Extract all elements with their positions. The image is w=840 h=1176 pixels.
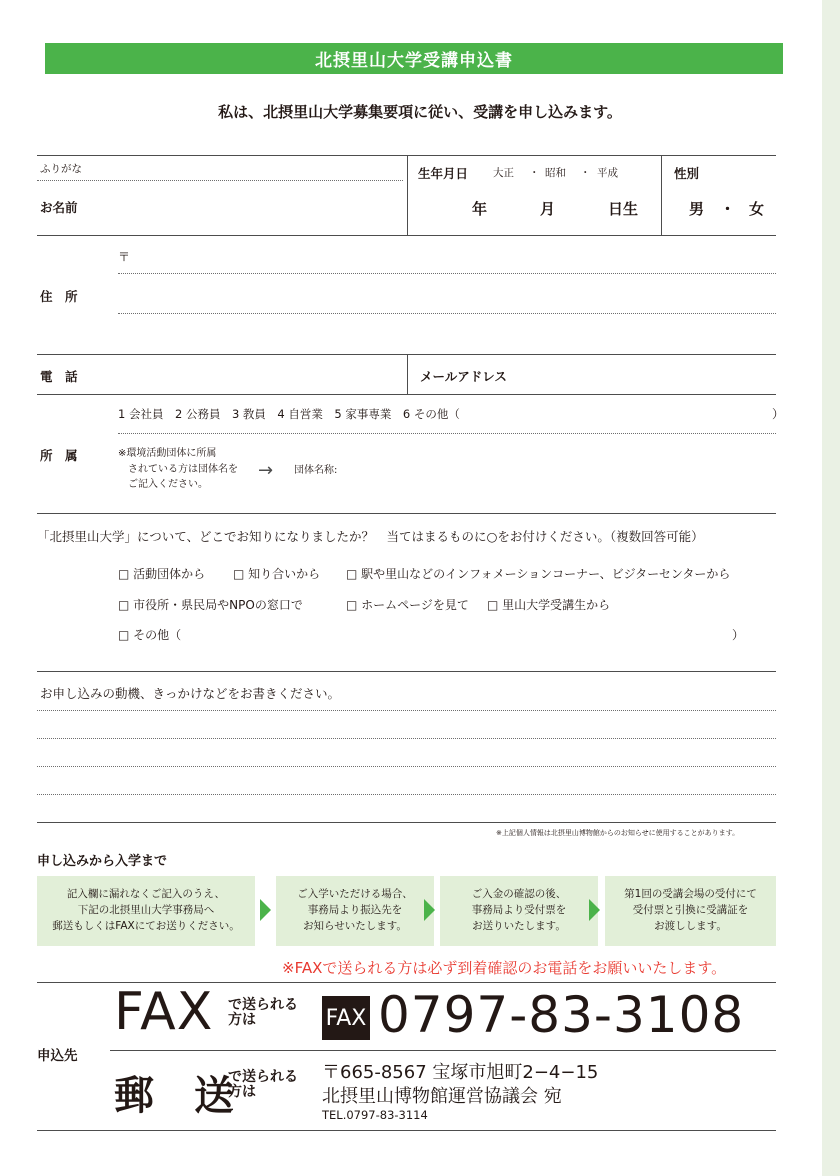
contact-tel[interactable]: TEL.0797-83-3114 (322, 1108, 428, 1122)
postal-code-input[interactable] (136, 244, 776, 270)
postal-mark: 〒 (118, 250, 131, 264)
postal-address: 〒665-8567 宝塚市旭町2−4−15 (322, 1062, 599, 1083)
survey-question: 「北摂里山大学」について、どこでお知りになりましたか？ 当てはまるものに○をお付けください。（複数回答可能） (37, 529, 704, 544)
checkbox-icon: □ (118, 598, 130, 612)
group-name-label: 団体名称: (294, 465, 338, 476)
survey-other-close: ） (732, 628, 745, 642)
checkbox-icon: □ (118, 567, 130, 581)
flow-step-4: 第1回の受講会場の受付にて 受付票と引換に受講証を お渡しします。 (605, 876, 776, 946)
flow-step-2: ご入学いただける場合、 事務局より振込先を お知らせいたします。 (276, 876, 434, 946)
fax-icon: FAX (322, 996, 370, 1040)
flow-step-3: ご入金の確認の後、 事務局より受付票を お送りいたします。 (440, 876, 598, 946)
survey-option-city-office[interactable] (118, 596, 303, 613)
option-label: 知り合いから (248, 567, 321, 581)
month-unit: 月 (540, 200, 556, 218)
phone-row-border (37, 394, 776, 395)
address-input[interactable] (118, 278, 776, 348)
flow-arrow-icon (424, 899, 435, 921)
day-unit: 日生 (608, 200, 639, 218)
submission-mid-border (110, 1050, 776, 1051)
affiliation-row-border (37, 513, 776, 514)
year-unit: 年 (472, 200, 488, 218)
era-separator: ・ (529, 167, 540, 179)
gender-female[interactable]: 女 (749, 200, 765, 218)
affiliation-options[interactable]: 1 会社員 2 公務員 3 教員 4 自営業 5 家事専業 6 その他（ (118, 407, 460, 421)
email-input[interactable] (530, 358, 776, 390)
phone-email-divider (407, 354, 408, 394)
affiliation-close: ） (772, 407, 785, 421)
postal-sent-by: で送られる 方は (228, 1069, 298, 1100)
env-note-line: ご記入ください。 (118, 479, 208, 490)
right-arrow-icon: → (258, 460, 274, 481)
fax-notice: ※FAXで送られる方は必ず到着確認のお電話をお願いいたします。 (282, 959, 727, 977)
checkbox-icon: □ (346, 567, 358, 581)
survey-option-info-corner[interactable] (346, 565, 730, 582)
affiliation-divider (118, 433, 776, 434)
env-group-note (118, 446, 238, 493)
option-label: 活動団体から (133, 567, 206, 581)
intro-statement: 私は、北摂里山大学募集要項に従い、受講を申し込みます。 (218, 103, 622, 121)
survey-option-student[interactable] (487, 596, 610, 613)
motivation-bottom-border (37, 822, 776, 823)
name-row-border (37, 235, 776, 236)
era-separator: ・ (580, 167, 591, 179)
furigana-input[interactable] (118, 160, 400, 178)
fax-number[interactable]: 0797-83-3108 (378, 986, 745, 1044)
survey-option-homepage[interactable] (346, 596, 469, 613)
postal-recipient: 北摂里山博物館運営協議会 宛 (322, 1086, 562, 1107)
checkbox-icon: □ (346, 598, 358, 612)
furigana-divider (37, 180, 403, 181)
group-name-input[interactable] (348, 458, 776, 484)
option-label: 駅や里山などのインフォメーションコーナー、ビジターセンターから (361, 567, 731, 581)
postal-heading: 郵 送 (114, 1073, 234, 1119)
gender-separator: ・ (720, 200, 736, 218)
flow-arrow-icon (589, 899, 600, 921)
fax-sent-by: で送られる 方は (228, 997, 298, 1028)
option-label: 里山大学受講生から (502, 598, 611, 612)
env-note-line: されている方は団体名を (118, 463, 238, 475)
submission-bottom-border (37, 1130, 776, 1131)
gender-label: 性別 (674, 166, 700, 181)
flow-arrow-icon (260, 899, 271, 921)
email-label: メールアドレス (420, 369, 507, 384)
name-birth-divider (407, 155, 408, 235)
name-input[interactable] (118, 186, 400, 230)
checkbox-icon: □ (487, 598, 499, 612)
side-strip (822, 0, 840, 1176)
gender-male[interactable]: 男 (689, 200, 705, 218)
option-label: 市役所・県民局やNPOの窓口で (133, 598, 303, 612)
address-line-1 (118, 273, 776, 274)
flow-step-1: 記入欄に漏れなくご記入のうえ、 下記の北摂里山大学事務局へ 郵送もしくはFAXにてお送りください。 (37, 876, 255, 946)
name-label: お名前 (40, 200, 78, 215)
motivation-prompt: お申し込みの動機、きっかけなどをお書きください。 (40, 686, 341, 701)
privacy-note: ※上記個人情報は北摂里山博物館からのお知らせに使用することがあります。 (496, 829, 740, 837)
phone-label: 電 話 (40, 369, 78, 384)
checkbox-icon: □ (118, 628, 130, 642)
furigana-label: ふりがな (40, 163, 82, 175)
motivation-line-1 (37, 710, 776, 711)
birth-label: 生年月日 (418, 166, 469, 181)
page-title: 北摂里山大学受講申込書 (45, 43, 783, 74)
birth-gender-divider (661, 155, 662, 235)
option-label: その他（ (133, 628, 182, 642)
era-heisei[interactable]: 平成 (597, 167, 618, 179)
address-label: 住 所 (40, 289, 78, 304)
survey-other-input[interactable] (186, 622, 726, 646)
phone-input[interactable] (118, 358, 402, 390)
env-note-line: ※環境活動団体に所属 (118, 448, 217, 459)
era-taisho[interactable]: 大正 (493, 167, 514, 179)
survey-bottom-border (37, 671, 776, 672)
fax-heading: FAX (114, 982, 214, 1042)
affiliation-label: 所 属 (40, 448, 78, 463)
checkbox-icon: □ (233, 567, 245, 581)
motivation-textarea[interactable] (37, 714, 776, 818)
submission-label: 申込先 (37, 1048, 78, 1064)
survey-option-activity-group[interactable] (118, 565, 205, 582)
survey-option-other[interactable] (118, 626, 181, 643)
survey-option-acquaintance[interactable] (233, 565, 320, 582)
flow-heading: 申し込みから入学まで (37, 854, 168, 869)
era-showa[interactable]: 昭和 (545, 167, 566, 179)
option-label: ホームページを見て (361, 598, 469, 612)
